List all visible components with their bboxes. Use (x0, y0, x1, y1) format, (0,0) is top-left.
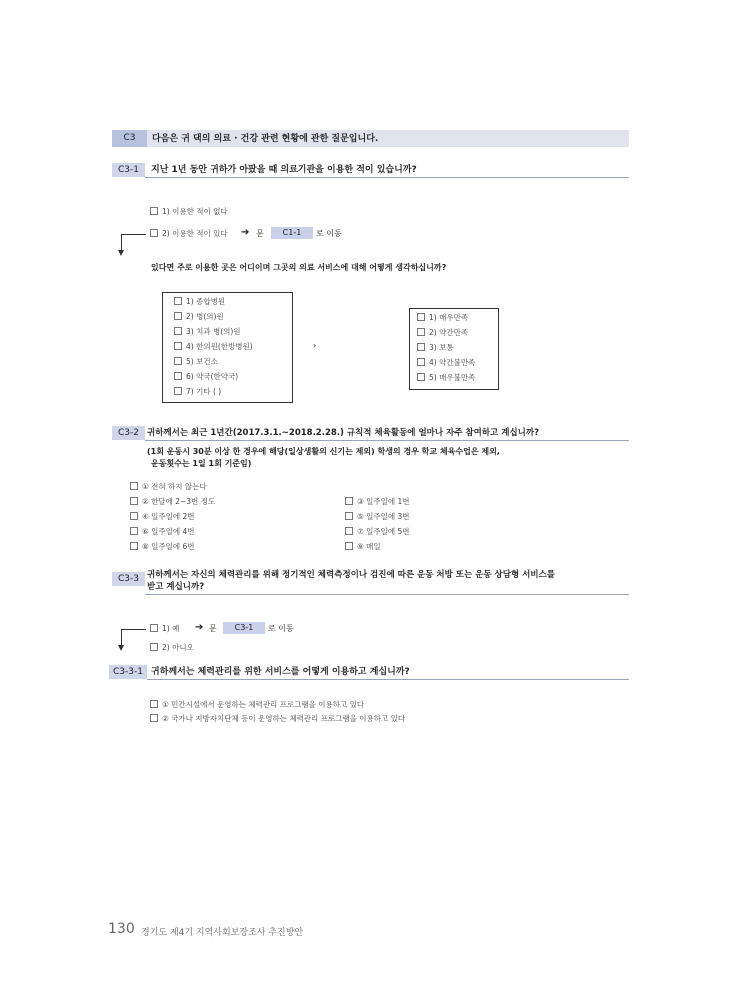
frequency-option-8[interactable]: ⑧ 일주일에 6번 (130, 542, 195, 552)
goto-suffix: 로 이동 (316, 229, 342, 238)
checkbox-icon (174, 327, 182, 335)
checkbox-icon (150, 643, 158, 651)
question-underline (147, 679, 629, 680)
skip-line (121, 234, 146, 235)
question-label-c3-3: C3-3 (112, 572, 145, 586)
checkbox-icon (345, 542, 353, 550)
page-number: 130 (108, 921, 135, 937)
service-option-1[interactable]: ① 민간시설에서 운영하는 체력관리 프로그램을 이용하고 있다 (150, 700, 364, 710)
facility-option-3[interactable]: 3) 치과 병(의)원 (174, 327, 241, 337)
skip-line (121, 629, 146, 630)
checkbox-icon (345, 527, 353, 535)
frequency-option-2[interactable]: ② 한달에 2~3번 정도 (130, 497, 215, 507)
checkbox-icon (174, 342, 182, 350)
option-c3-1-2[interactable]: 2) 이용한 적이 있다 (150, 229, 228, 239)
option-c3-1-1[interactable]: 1) 이용한 적이 없다 (150, 207, 228, 217)
facility-option-5[interactable]: 5) 보건소 (174, 357, 218, 367)
facility-option-4[interactable]: 4) 한의원(한방병원) (174, 342, 253, 352)
service-option-2[interactable]: ② 국가나 지방자치단체 등이 운영하는 체력관리 프로그램을 이용하고 있다 (150, 714, 405, 724)
checkbox-icon (345, 512, 353, 520)
footer-title: 경기도 제4기 지역사회보장조사 추진방안 (141, 928, 304, 938)
question-underline (145, 594, 629, 595)
frequency-option-3[interactable]: ③ 일주일에 1번 (345, 497, 410, 507)
frequency-option-1[interactable]: ① 전혀 하지 않는다 (130, 482, 207, 492)
checkbox-icon (417, 358, 425, 366)
satisfaction-option-2[interactable]: 2) 약간만족 (417, 328, 468, 338)
goto-target-c1-1: C1-1 (271, 227, 313, 239)
question-c3-3-line1: 귀하께서는 자신의 체력관리를 위해 정기적인 체력측정이나 검진에 따른 운동 처방 또는 운동 상담형 서비스를 (147, 570, 555, 580)
facility-option-1[interactable]: 1) 종합병원 (174, 297, 225, 307)
satisfaction-option-1[interactable]: 1) 매우만족 (417, 313, 468, 323)
checkbox-icon (150, 700, 158, 708)
frequency-option-6[interactable]: ⑥ 일주일에 4번 (130, 527, 195, 537)
question-c3-3-line2: 받고 계십니까? (147, 582, 205, 592)
question-underline (145, 177, 629, 178)
arrow-down-icon (118, 250, 124, 256)
checkbox-icon (417, 328, 425, 336)
frequency-option-5[interactable]: ⑤ 일주일에 3번 (345, 512, 410, 522)
satisfaction-option-3[interactable]: 3) 보통 (417, 343, 454, 353)
facility-option-7[interactable]: 7) 기타 ( ) (174, 387, 221, 397)
frequency-option-9[interactable]: ⑨ 매일 (345, 542, 381, 552)
checkbox-icon (174, 387, 182, 395)
frequency-option-7[interactable]: ⑦ 일주일에 5번 (345, 527, 410, 537)
checkbox-icon (130, 482, 138, 490)
frequency-option-4[interactable]: ④ 일주일에 2번 (130, 512, 195, 522)
goto-suffix: 로 이동 (268, 624, 294, 633)
question-underline (145, 440, 629, 441)
satisfaction-option-5[interactable]: 5) 매우불만족 (417, 373, 475, 383)
section-label-c3: C3 (112, 130, 147, 147)
question-c3-1: 지난 1년 동안 귀하가 아팠을 때 의료기관을 이용한 적이 있습니까? (151, 165, 417, 175)
option-c3-3-2[interactable]: 2) 아니오 (150, 643, 194, 653)
checkbox-icon (130, 512, 138, 520)
goto-prefix: 문 (209, 624, 217, 633)
skip-line-vertical (121, 629, 122, 645)
checkbox-icon (174, 372, 182, 380)
checkbox-icon (174, 312, 182, 320)
facility-option-6[interactable]: 6) 약국(한약국) (174, 372, 238, 382)
arrow-down-icon (118, 645, 124, 651)
satisfaction-option-4[interactable]: 4) 약간불만족 (417, 358, 475, 368)
section-title-c3: 다음은 귀 댁의 의료 · 건강 관련 현황에 관한 질문입니다. (152, 134, 379, 144)
checkbox-icon (417, 313, 425, 321)
checkbox-icon (150, 714, 158, 722)
checkbox-icon (150, 229, 158, 237)
checkbox-icon (130, 497, 138, 505)
question-label-c3-1: C3-1 (112, 163, 145, 177)
goto-prefix: 문 (256, 229, 264, 238)
checkbox-icon (174, 297, 182, 305)
checkbox-icon (130, 527, 138, 535)
question-c3-2: 귀하께서는 최근 1년간(2017.3.1.~2018.2.28.) 규칙적 체육활동에 얼마나 자주 참여하고 계십니까? (147, 428, 540, 438)
question-note-2: 운동횟수는 1일 1회 기준임) (151, 459, 252, 468)
checkbox-icon (417, 343, 425, 351)
facility-option-2[interactable]: 2) 병(의)원 (174, 312, 224, 322)
checkbox-icon (150, 207, 158, 215)
skip-line-vertical (121, 234, 122, 250)
checkbox-icon (174, 357, 182, 365)
checkbox-icon (345, 497, 353, 505)
question-c3-3-1: 귀하께서는 체력관리를 위한 서비스를 어떻게 이용하고 계십니까? (151, 667, 410, 677)
question-note-1: (1회 운동시 30분 이상 한 경우에 해당(일상생활의 신기는 제외) 학생의 경우 학교 체육수업은 제외, (147, 447, 500, 456)
followup-question: 있다면 주로 이용한 곳은 어디이며 그곳의 의료 서비스에 대해 어떻게 생각하십니까? (151, 263, 447, 272)
option-c3-3-1[interactable]: 1) 예 (150, 624, 179, 634)
checkbox-icon (417, 373, 425, 381)
checkbox-icon (130, 542, 138, 550)
question-label-c3-3-1: C3-3-1 (109, 665, 147, 679)
checkbox-icon (150, 624, 158, 632)
question-label-c3-2: C3-2 (112, 426, 145, 440)
arrow-right-icon: ➔ (241, 227, 250, 238)
goto-target-c3-1: C3-1 (223, 622, 265, 634)
arrow-right-icon: › (313, 341, 317, 350)
arrow-right-icon: ➔ (195, 622, 204, 633)
